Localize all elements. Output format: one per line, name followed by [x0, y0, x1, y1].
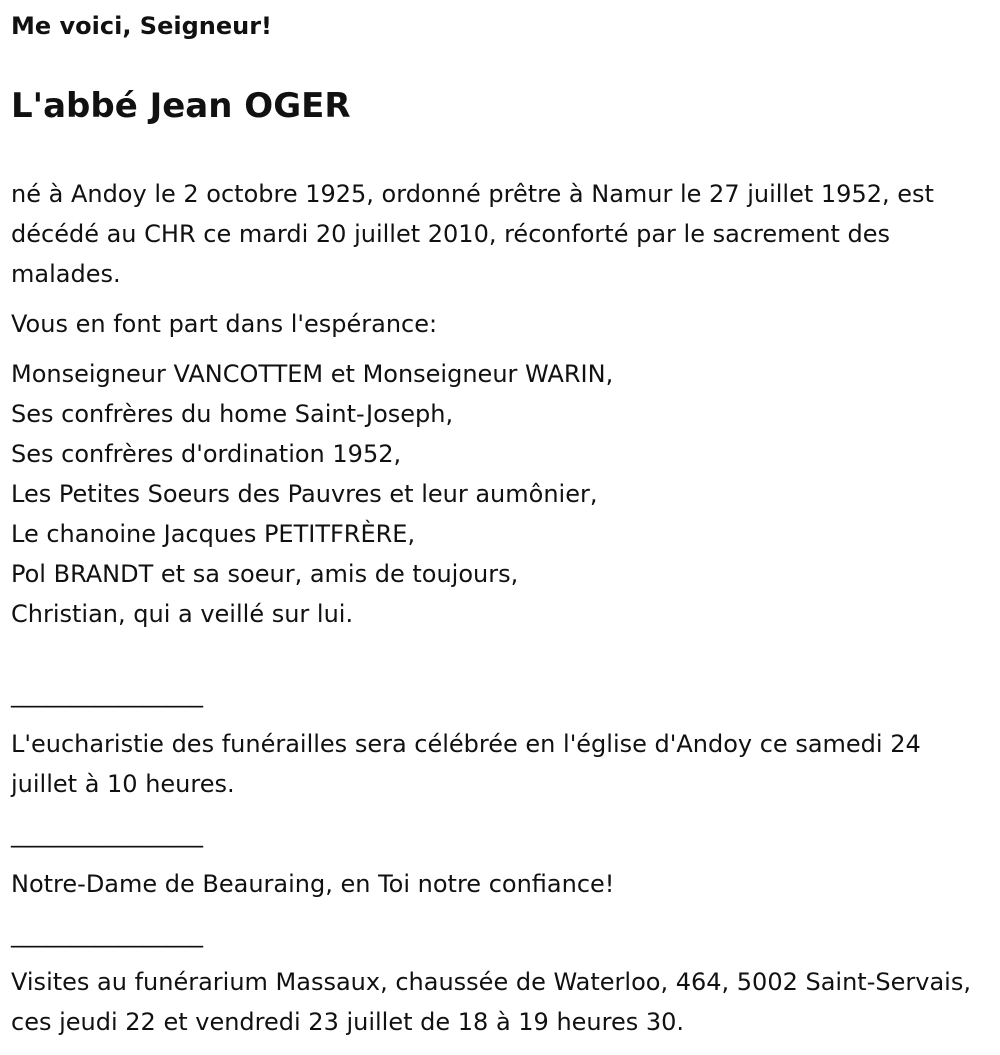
eucharist-paragraph: L'eucharistie des funérailles sera célébrée en l'église d'Andoy ce samedi 24 juillet à 10 heures.: [11, 730, 921, 798]
signer-item: Les Petites Soeurs des Pauvres et leur aumônier,: [11, 480, 598, 508]
prayer-paragraph: Notre-Dame de Beauraing, en Toi notre confiance!: [11, 870, 615, 898]
signer-item: Christian, qui a veillé sur lui.: [11, 600, 354, 628]
separator-line: ________________: [11, 820, 203, 848]
visits-paragraph: Visites au funérarium Massaux, chaussée de Waterloo, 464, 5002 Saint-Servais, ces jeudi 22 et vendredi 23 juillet de 18 à 19 heures 30.: [11, 968, 971, 1036]
intro-heading: Me voici, Seigneur!: [11, 12, 272, 40]
deceased-name: L'abbé Jean OGER: [11, 86, 351, 126]
signer-item: Pol BRANDT et sa soeur, amis de toujours,: [11, 560, 519, 588]
signer-item: Le chanoine Jacques PETITFRÈRE,: [11, 520, 416, 548]
signers-list: [11, 354, 613, 634]
announcement-paragraph: Vous en font part dans l'espérance:: [11, 310, 438, 338]
signer-item: Ses confrères d'ordination 1952,: [11, 440, 402, 468]
signer-item: Ses confrères du home Saint-Joseph,: [11, 400, 454, 428]
birth-paragraph: né à Andoy le 2 octobre 1925, ordonné prêtre à Namur le 27 juillet 1952, est décédé au CHR ce mardi 20 juillet 2010, réconforté par le sacrement des malades.: [11, 180, 934, 288]
signer-item: Monseigneur VANCOTTEM et Monseigneur WARIN,: [11, 360, 614, 388]
separator-line: ________________: [11, 920, 203, 948]
separator-line: ________________: [11, 680, 203, 708]
